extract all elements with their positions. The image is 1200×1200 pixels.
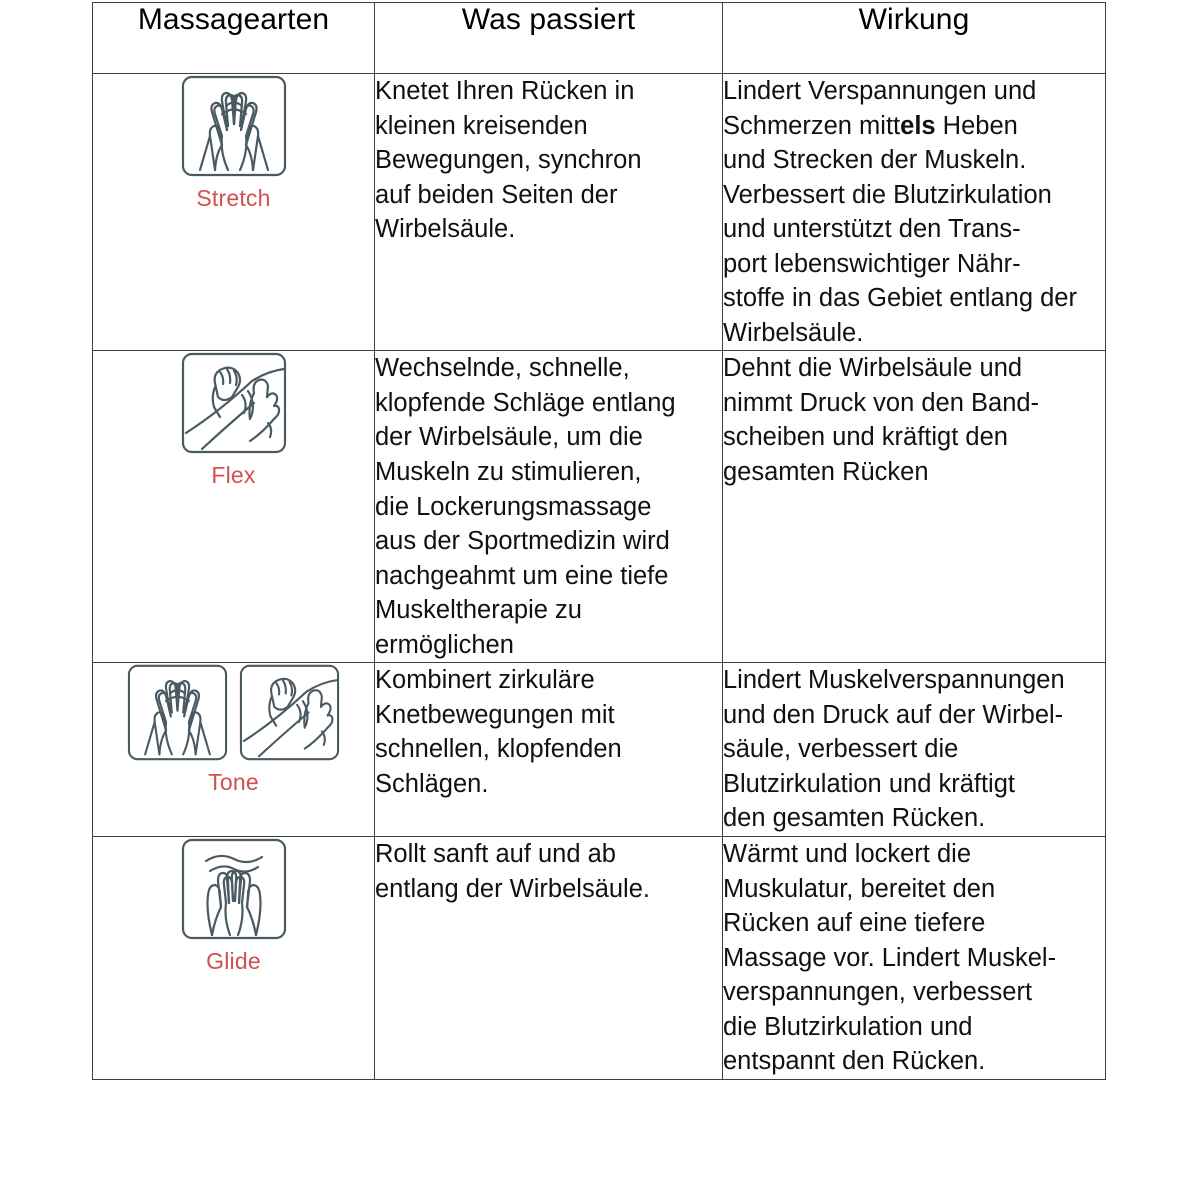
massage-type-label: Flex: [211, 462, 256, 489]
effect-text: Dehnt die Wirbelsäule und nimmt Druck von den Band- scheiben und kräftigt den gesamten Rücken: [723, 354, 1040, 487]
stretch-massage-icon: [93, 74, 374, 212]
massage-type-cell-tone: [93, 663, 375, 837]
massage-types-table: [92, 2, 1106, 1080]
effect-cell-stretch: [723, 74, 1106, 351]
massage-type-cell-stretch: [93, 74, 375, 351]
massage-type-cell-flex: [93, 351, 375, 663]
flex-massage-icon: [93, 351, 374, 489]
massage-type-label: Stretch: [196, 185, 271, 211]
table-row: [93, 74, 1106, 351]
effect-text-bold: els: [900, 111, 936, 140]
column-header-was-passiert: Was passiert: [375, 3, 723, 74]
icon-pair: [126, 663, 341, 762]
effect-text: [723, 74, 1105, 350]
icon-pair: [180, 74, 288, 178]
column-header-massagearten: Massagearten: [93, 3, 375, 74]
what-happens-cell-flex: [375, 351, 723, 663]
effect-text: Wärmt und lockert die Muskulatur, bereitet den Rücken auf eine tiefere Massage vor. Lindert Muskel- verspannungen, verbessert die Blutzirkulation und entspannt den Rücken.: [723, 840, 1057, 1076]
column-header-wirkung: Wirkung: [723, 3, 1106, 74]
fists-icon: [180, 351, 288, 455]
glide-massage-icon: [93, 837, 374, 975]
table-row: [93, 837, 1106, 1080]
what-happens-cell-glide: [375, 837, 723, 1080]
effect-cell-glide: [723, 837, 1106, 1080]
icon-pair: [180, 351, 288, 455]
what-happens-text: Kombinert zirkuläre Knetbewegungen mit schnellen, klopfenden Schlägen.: [375, 666, 622, 798]
effect-text-post: Heben und Strecken der Muskeln. Verbessert die Blutzirkulation und unterstützt den Trans- port lebenswichtiger Nähr- stoffe in das Gebiet entlang der Wirbelsäule.: [723, 111, 1077, 347]
spread-hands-icon: [180, 74, 288, 178]
what-happens-cell-stretch: [375, 74, 723, 351]
table-row: [93, 663, 1106, 837]
massage-type-cell-glide: [93, 837, 375, 1080]
table-header-row: [93, 3, 1106, 74]
effect-text-pre: Lindert Verspannungen und Schmerzen mitt: [723, 77, 1037, 140]
tone-massage-icon: [93, 663, 374, 796]
what-happens-text: Rollt sanft auf und ab entlang der Wirbelsäule.: [375, 840, 650, 903]
spread-hands-icon: [126, 663, 229, 762]
effect-cell-flex: [723, 351, 1106, 663]
icon-pair: [180, 837, 288, 941]
what-happens-text: Knetet Ihren Rücken in kleinen kreisenden Bewegungen, synchron auf beiden Seiten der Wirbelsäule.: [375, 77, 642, 244]
table-row: [93, 351, 1106, 663]
fists-icon: [238, 663, 341, 762]
effect-text: Lindert Muskelverspannungen und den Druck auf der Wirbel- säule, verbessert die Blutzirkulation und kräftigt den gesamten Rücken.: [723, 666, 1065, 833]
effect-cell-tone: [723, 663, 1106, 837]
massage-type-label: Tone: [208, 769, 259, 796]
what-happens-text: Wechselnde, schnelle, klopfende Schläge entlang der Wirbelsäule, um die Muskeln zu stimulieren, die Lockerungsmassage aus der Sportmedizin wird nachgeahmt um eine tiefe Muskeltherapie zu ermöglichen: [375, 354, 676, 659]
what-happens-cell-tone: [375, 663, 723, 837]
massage-type-label: Glide: [206, 948, 261, 975]
flat-hands-icon: [180, 837, 288, 941]
